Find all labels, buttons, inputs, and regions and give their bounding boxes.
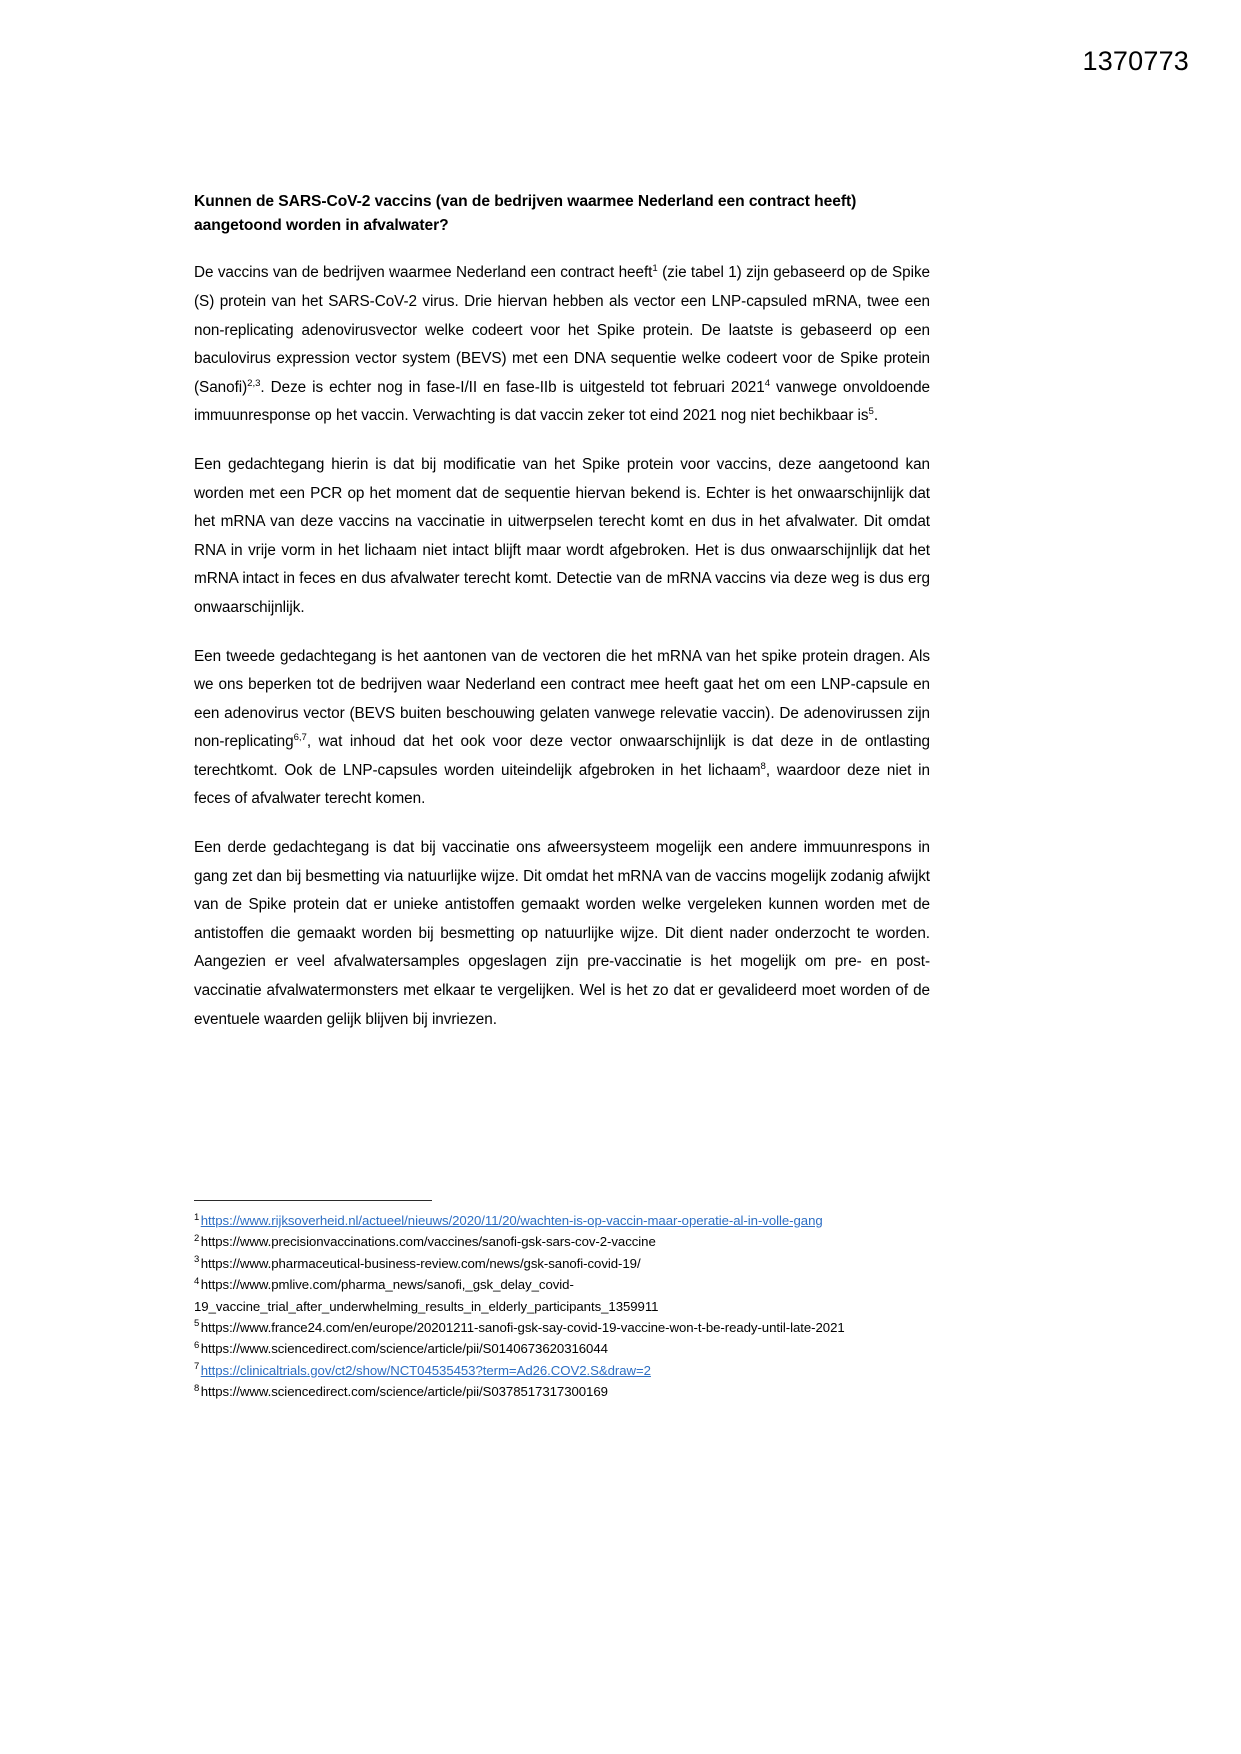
paragraph-3 bbox=[194, 643, 930, 815]
paragraph-1-seg-a: De vaccins van de bedrijven waarmee Nederland een contract heeft bbox=[194, 264, 653, 282]
paragraph-3-seg-a: Een tweede gedachtegang is het aantonen van de vectoren die het mRNA van het spike protein dragen. Als we ons beperken tot de bedrijven waar Nederland een contract mee heeft gaat het om een LNP-capsule en een adenovirus vector (BEVS buiten beschouwing gelaten vanwege relevatie vaccin). De adenovirussen zijn non-replicating bbox=[194, 647, 930, 751]
footnote-text: https://www.pharmaceutical-business-review.com/news/gsk-sanofi-covid-19/ bbox=[200, 1255, 641, 1271]
footnote-text: https://www.france24.com/en/europe/20201211-sanofi-gsk-say-covid-19-vaccine-won-t-be-ready-until-late-2021 bbox=[200, 1319, 845, 1335]
paragraph-3-seg-c: , waardoor deze niet in feces of afvalwater terecht komen. bbox=[194, 761, 930, 808]
footnote-separator-rule bbox=[194, 1200, 432, 1201]
footnote-text: https://www.sciencedirect.com/science/article/pii/S0140673620316044 bbox=[200, 1341, 608, 1357]
paragraph-1-seg-c: . Deze is echter nog in fase-I/II en fase-IIb is uitgesteld tot februari 2021 bbox=[260, 378, 765, 396]
paragraph-1-seg-e: . bbox=[873, 407, 879, 425]
footnote-ref-5: 5 bbox=[868, 406, 874, 418]
paragraph-3-seg-b: , wat inhoud dat het ook voor deze vector onwaarschijnlijk is dat deze in de ontlasting terechtkomt. Ook de LNP-capsules worden uiteindelijk afgebroken in het lichaam bbox=[194, 733, 930, 779]
footnote-link[interactable]: https://clinicaltrials.gov/ct2/show/NCT04535453?term=Ad26.COV2.S&draw=2 bbox=[200, 1362, 651, 1378]
footnote-item bbox=[194, 1274, 954, 1317]
footnote-item bbox=[194, 1231, 954, 1252]
footnote-link[interactable]: https://www.rijksoverheid.nl/actueel/nieuws/2020/11/20/wachten-is-op-vaccin-maar-operatie-al-in-volle-gang bbox=[200, 1213, 823, 1228]
footnote-item bbox=[194, 1317, 954, 1338]
footnote-item bbox=[194, 1360, 954, 1381]
paragraph-1 bbox=[194, 259, 930, 431]
footnote-text: https://www.sciencedirect.com/science/article/pii/S0378517317300169 bbox=[200, 1384, 608, 1399]
footnote-ref-8: 8 bbox=[760, 760, 766, 772]
footnote-ref-1: 1 bbox=[652, 263, 658, 275]
footnote-marker: 6 bbox=[194, 1339, 200, 1351]
paragraph-1-seg-d: vanwege onvoldoende immuunresponse op het vaccin. Verwachting is dat vaccin zeker tot eind 2021 nog niet bechikbaar is bbox=[194, 378, 930, 425]
footnote-item bbox=[194, 1381, 954, 1402]
document-body bbox=[194, 190, 930, 1034]
page-header-number: 1370773 bbox=[1082, 46, 1189, 76]
footnote-ref-2-3: 2,3 bbox=[247, 377, 261, 389]
footnote-item bbox=[194, 1338, 954, 1359]
footnote-marker: 3 bbox=[194, 1254, 200, 1266]
footnote-list bbox=[194, 1210, 954, 1402]
footnote-marker: 4 bbox=[194, 1275, 200, 1287]
page-title bbox=[194, 190, 930, 237]
footnote-marker: 2 bbox=[194, 1232, 200, 1244]
page-title-line-1: Kunnen de SARS-CoV-2 vaccins (van de bedrijven waarmee Nederland een contract heeft) bbox=[194, 193, 857, 210]
footnote-marker: 7 bbox=[194, 1361, 200, 1373]
footnote-text: https://www.precisionvaccinations.com/vaccines/sanofi-gsk-sars-cov-2-vaccine bbox=[200, 1234, 656, 1250]
footnote-marker: 1 bbox=[194, 1211, 200, 1223]
footnote-text: https://www.pmlive.com/pharma_news/sanofi,_gsk_delay_covid-19_vaccine_trial_after_underwhelming_results_in_elderly_participants_1359911 bbox=[194, 1277, 659, 1314]
footnote-item bbox=[194, 1210, 954, 1231]
footnote-ref-6-7: 6,7 bbox=[293, 732, 307, 744]
paragraph-1-seg-b: (zie tabel 1) zijn gebaseerd op de Spike (S) protein van het SARS-CoV-2 virus. Drie hiervan hebben als vector een LNP-capsuled mRNA, twee een non-replicating adenovirusvector welke codeert voor het Spike protein. De laatste is gebaseerd op een baculovirus expression vector system (BEVS) met een DNA sequentie welke codeert voor de Spike protein (Sanofi) bbox=[194, 264, 930, 396]
page-title-line-2: aangetoond worden in afvalwater? bbox=[194, 216, 449, 234]
footnote-ref-4: 4 bbox=[764, 377, 771, 389]
footnote-marker: 5 bbox=[194, 1318, 200, 1330]
paragraph-2: Een gedachtegang hierin is dat bij modificatie van het Spike protein voor vaccins, deze aangetoond kan worden met een PCR op het moment dat de sequentie hiervan bekend is. Echter is het onwaarschijnlijk dat het mRNA van deze vaccins na vaccinatie in uitwerpselen terecht komt en dus in het afvalwater. Dit omdat RNA in vrije vorm in het lichaam niet intact blijft maar wordt afgebroken. Het is dus onwaarschijnlijk dat het mRNA intact in feces en dus afvalwater terecht komt. Detectie van de mRNA vaccins via deze weg is dus erg onwaarschijnlijk. bbox=[194, 455, 930, 616]
footnotes-section bbox=[194, 1200, 954, 1402]
footnote-marker: 8 bbox=[194, 1382, 200, 1394]
footnote-item bbox=[194, 1253, 954, 1274]
paragraph-4: Een derde gedachtegang is dat bij vaccinatie ons afweersysteem mogelijk een andere immuunrespons in gang zet dan bij besmetting via natuurlijke wijze. Dit omdat het mRNA van de vaccins mogelijk zodanig afwijkt van de Spike protein dat er unieke antistoffen gemaakt worden welke vergeleken kunnen worden met de antistoffen die gemaakt worden bij besmetting op natuurlijke wijze. Dit dient nader onderzocht te worden. Aangezien er veel afvalwatersamples opgeslagen zijn pre-vaccinatie is het mogelijk om pre- en post-vaccinatie afvalwatermonsters met elkaar te vergelijken. Wel is het zo dat er gevalideerd moet worden of de eventuele waarden gelijk blijven bij invriezen. bbox=[194, 839, 930, 1028]
